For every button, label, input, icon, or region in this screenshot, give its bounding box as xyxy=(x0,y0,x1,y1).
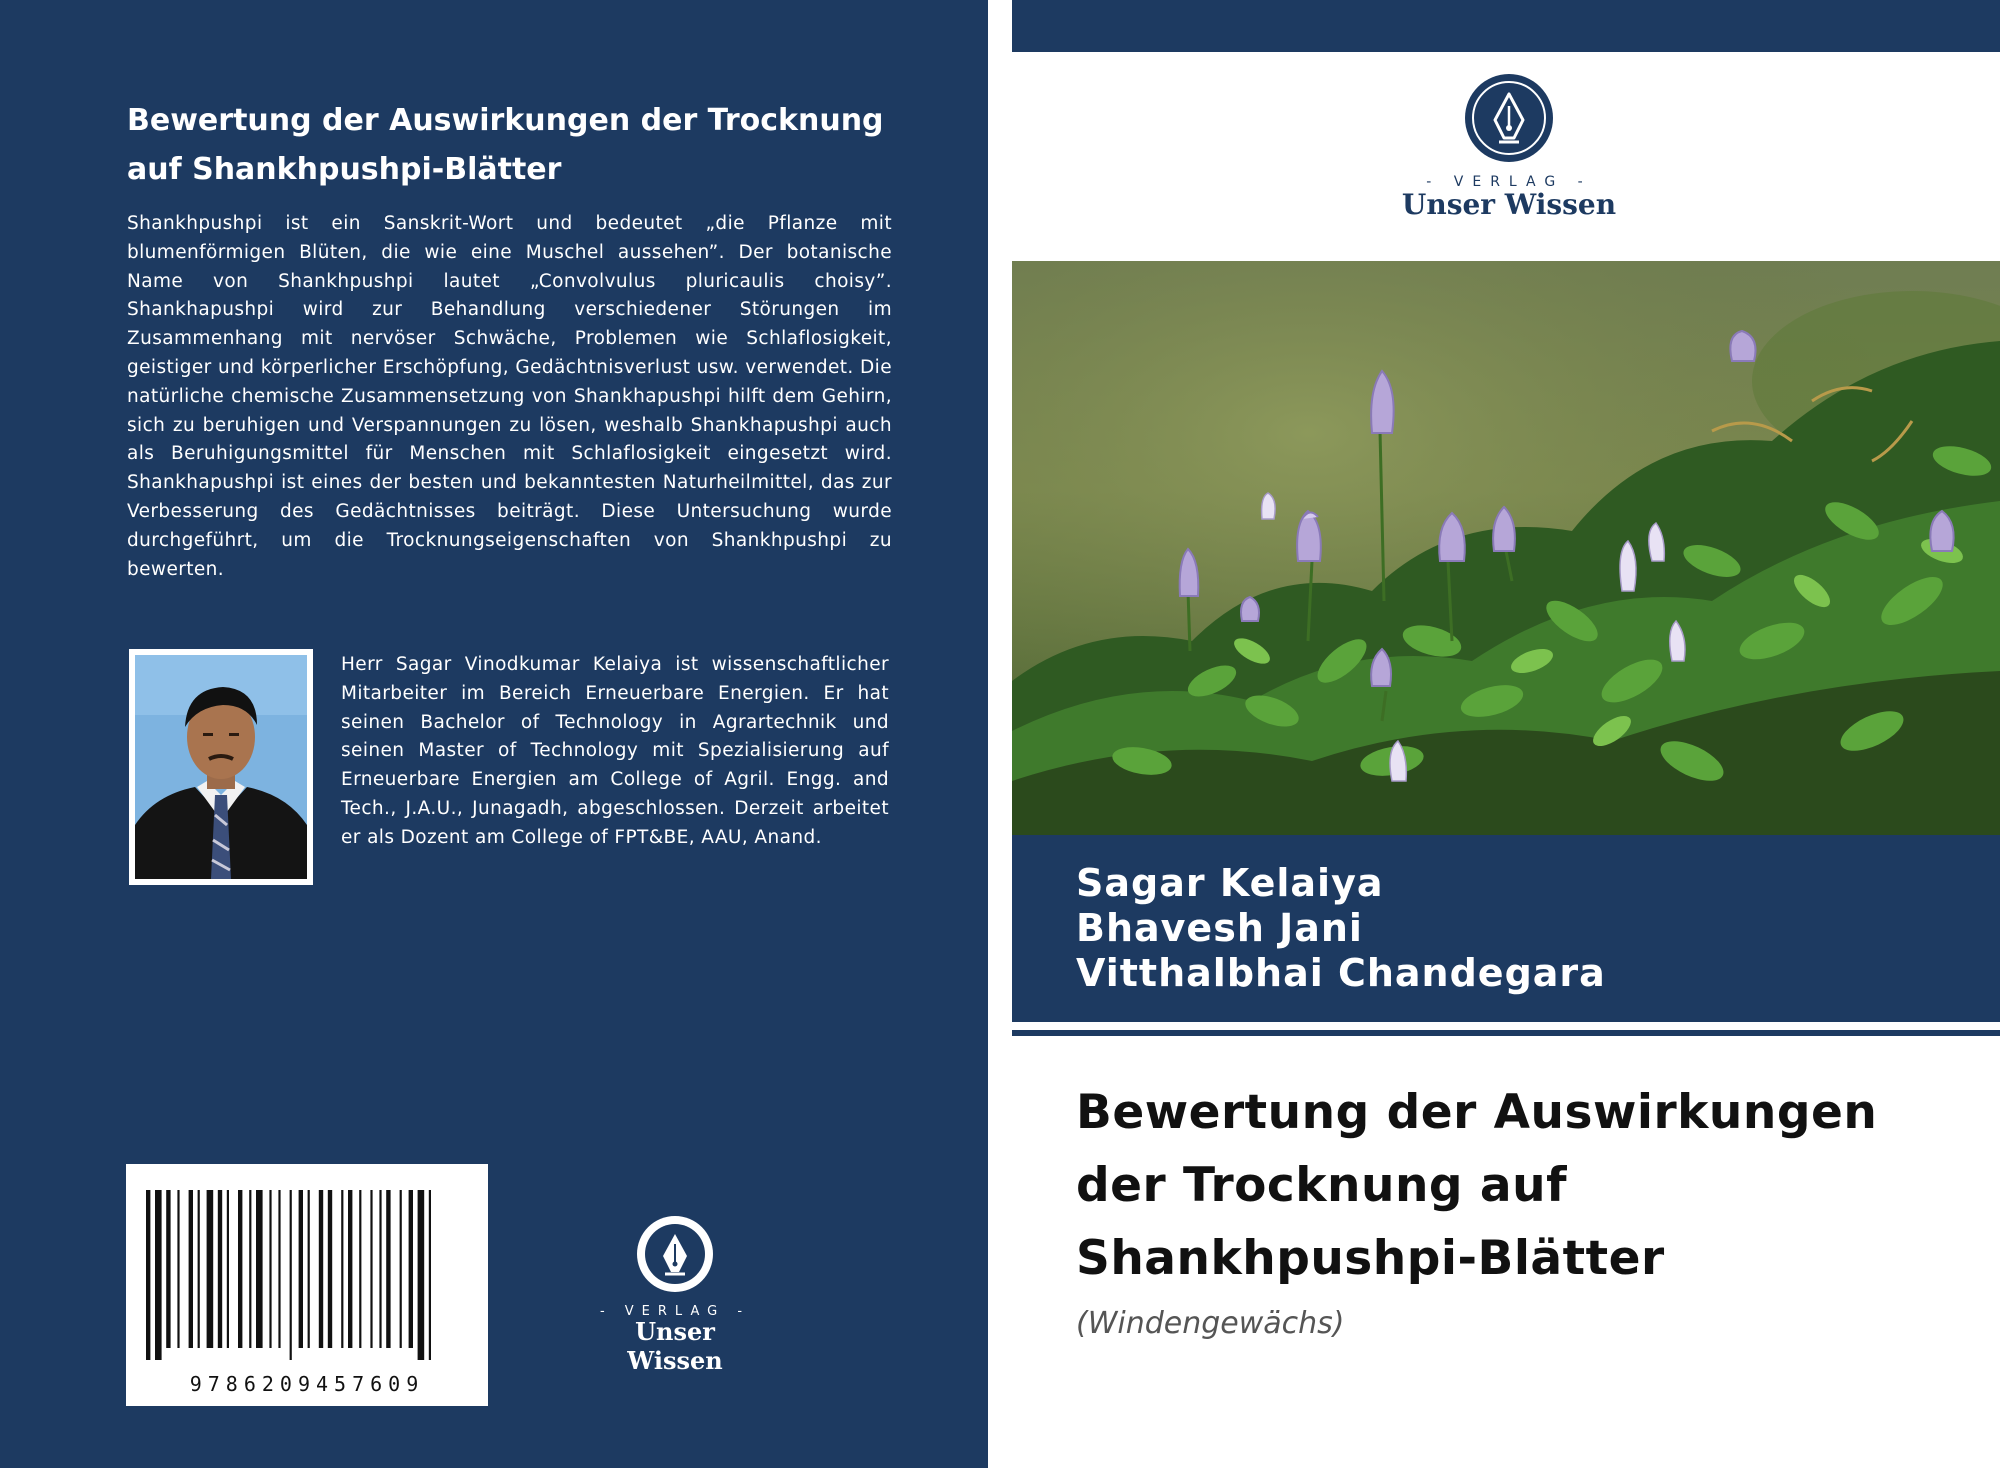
barcode-bar xyxy=(249,1190,251,1348)
barcode-bar xyxy=(379,1190,381,1348)
barcode-bar xyxy=(418,1190,425,1360)
barcode-bar xyxy=(429,1190,431,1360)
top-band xyxy=(1012,0,2000,52)
barcode-bar xyxy=(189,1190,193,1348)
barcode-bar xyxy=(146,1190,150,1360)
barcode-bar xyxy=(400,1190,402,1348)
front-cover xyxy=(1012,0,2000,1468)
barcode-bar xyxy=(319,1190,323,1348)
divider-rule xyxy=(1012,1030,2000,1036)
barcode-bar xyxy=(328,1190,332,1348)
barcode-bar xyxy=(386,1190,390,1348)
barcode-bar xyxy=(207,1190,214,1348)
back-cover-description: Shankhpushpi ist ein Sanskrit-Wort und bedeutet „die Pflanze mit blumenförmigen Blüten, die wie eine Muschel aussehen”. Der botanische Name von Shankhpushpi lautet „Convolvulus pluricaulis choisy”. Shankhapushpi wird zur Behandlung verschiedener Störungen im Zusammenhang mit nervöser Schwäche, Problemen wie Schlaflosigkeit, geistiger und körperlicher Erschöpfung, Gedächtnisverlust usw. verwendet. Die natürliche chemische Zusammensetzung von Shankhapushpi hilft dem Gehirn, sich zu beruhigen und Verspannungen zu lösen, weshalb Shankhapushpi auch als Beruhigungsmittel für Menschen mit Schlaflosigkeit eingesetzt wird. Shankhapushpi ist eines der besten und bekanntesten Naturheilmittel, das zur Verbesserung des Gedächtnisses beiträgt. Diese Untersuchung wurde durchgeführt, um die Trocknungseigenschaften von Shankhpushpi zu bewerten. xyxy=(127,213,892,580)
barcode-bar xyxy=(308,1190,310,1348)
logo-verlag-text: - VERLAG - xyxy=(599,1304,751,1319)
author-name-2: Bhavesh Jani xyxy=(1076,906,1363,950)
barcode-bar xyxy=(198,1190,200,1348)
barcode-bar xyxy=(278,1190,280,1348)
barcode-bar xyxy=(348,1190,352,1348)
barcode-bar xyxy=(177,1190,179,1348)
logo-name-text: Unser Wissen xyxy=(1401,188,1617,221)
back-cover-title: Bewertung der Auswirkungen der Trocknung auf Shankhpushpi-Blätter xyxy=(127,103,884,187)
cover-photo xyxy=(1012,261,2000,835)
front-cover-subtitle: (Windengewächs) xyxy=(1076,1306,1345,1341)
isbn-barcode xyxy=(126,1164,488,1406)
barcode-bar xyxy=(359,1190,361,1348)
barcode-bar xyxy=(218,1190,222,1348)
authors-band xyxy=(1012,835,2000,1022)
barcode-bar xyxy=(269,1190,271,1348)
isbn-digits: 9786209457609 xyxy=(189,1372,425,1396)
fountain-pen-nib-icon xyxy=(635,1214,715,1294)
back-cover xyxy=(0,0,988,1468)
barcode-bar xyxy=(256,1190,263,1348)
author-bio: Herr Sagar Vinodkumar Kelaiya ist wissenschaftlicher Mitarbeiter im Bereich Erneuerbare Energien. Er hat seinen Bachelor of Technology in Agrartechnik und seinen Master of Technology mit Spezialisierung auf Erneuerbare Energien am College of Agril. Engg. and Tech., J.A.U., Junagadh, abgeschlossen. Derzeit arbeitet er als Dozent am College of FPT&BE, AAU, Anand. xyxy=(341,654,889,848)
barcode-bar xyxy=(370,1190,372,1348)
front-cover-title: Bewertung der Auswirkungen der Trocknung auf Shankhpushpi-Blätter xyxy=(1076,1085,1878,1286)
barcode-bar xyxy=(290,1190,292,1360)
barcode-bar xyxy=(238,1190,242,1348)
barcode-bar xyxy=(409,1190,413,1348)
author-photo xyxy=(129,649,313,885)
barcode-bar xyxy=(341,1190,343,1348)
front-publisher-logo xyxy=(1374,72,1644,221)
fountain-pen-nib-icon xyxy=(1463,72,1555,164)
author-name-1: Sagar Kelaiya xyxy=(1076,861,1384,905)
logo-verlag-text: - VERLAG - xyxy=(1426,174,1592,190)
barcode-bar xyxy=(155,1190,162,1360)
barcode-bar xyxy=(299,1190,303,1348)
logo-name-text: Unser Wissen xyxy=(627,1317,723,1375)
author-name-3: Vitthalbhai Chandegara xyxy=(1076,951,1606,995)
barcode-bar xyxy=(227,1190,229,1348)
back-publisher-logo xyxy=(585,1214,765,1375)
barcode-bar xyxy=(166,1190,170,1348)
